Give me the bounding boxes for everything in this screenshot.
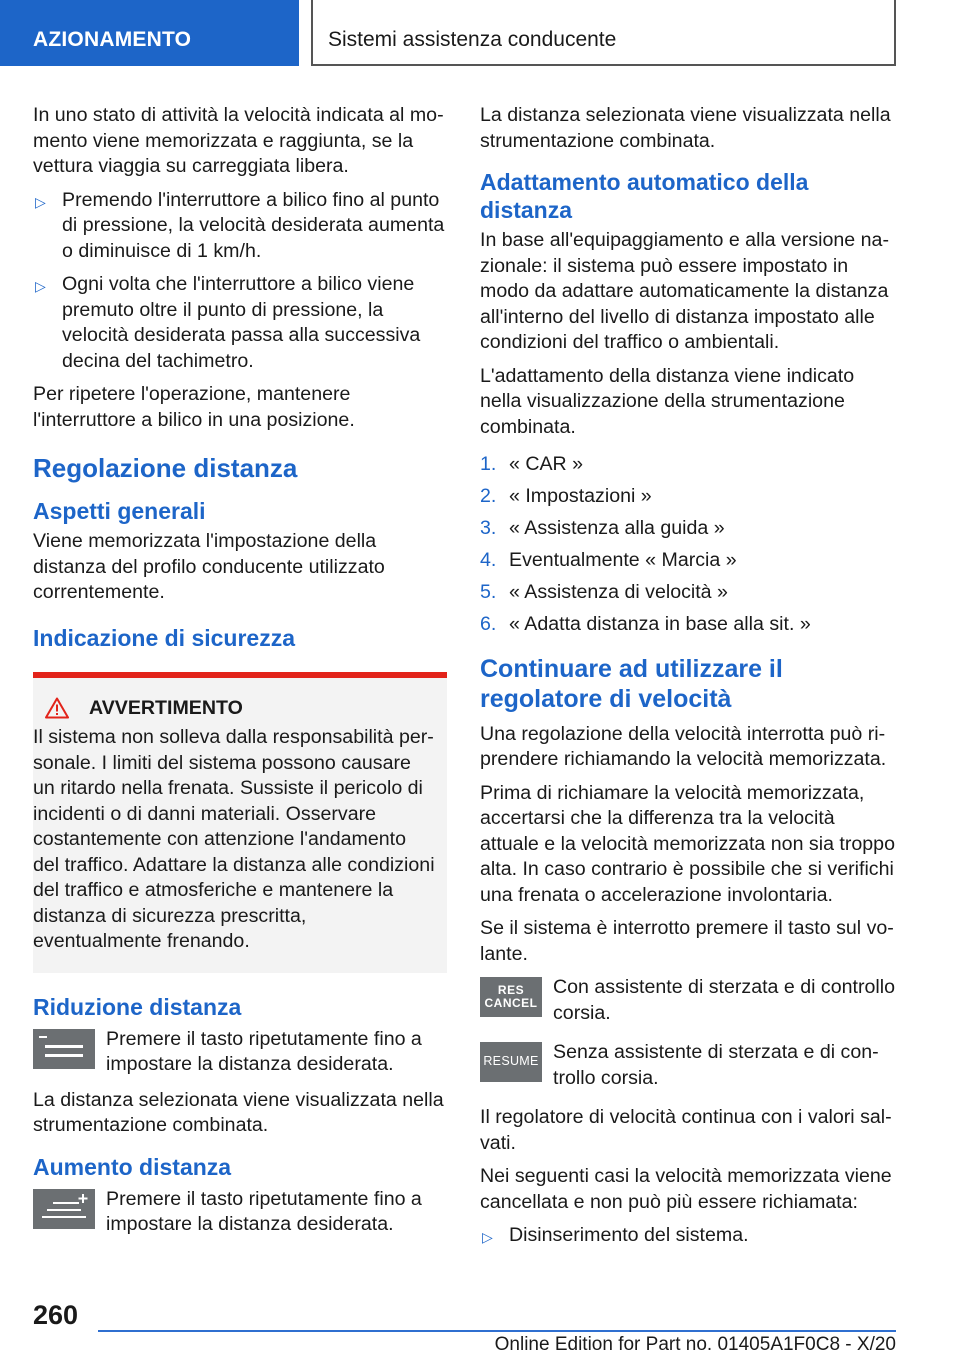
triangle-bullet-icon: ▷ xyxy=(35,193,46,210)
list-item: 1. « CAR » xyxy=(480,453,584,475)
aspetti-paragraph: Viene memorizzata l'impostazione della distanza del profilo conducente utilizzato correntemente. xyxy=(33,530,385,603)
resume-button-icon: RESUME xyxy=(480,1042,542,1082)
heading-regolazione: Regolazione distanza xyxy=(33,453,298,483)
res-cancel-button-icon: RES CANCEL xyxy=(480,977,542,1017)
heading-sicurezza: Indicazione di sicurezza xyxy=(33,624,296,651)
bullet-list xyxy=(480,1223,896,1249)
continuare-paragraph-5: Nei seguenti casi la velocità memorizzata viene cancellata e non può più essere richiamata: xyxy=(480,1165,892,1213)
riduzione-button-row xyxy=(33,1027,447,1078)
list-item: 3. « Assistenza alla guida » xyxy=(480,517,725,539)
distance-decrease-button-icon xyxy=(33,1029,95,1069)
heading-adattamento: Adattamento automatico della distanza xyxy=(480,169,809,223)
triangle-bullet-icon: ▷ xyxy=(482,1229,493,1245)
resume-row xyxy=(480,1040,896,1091)
warning-triangle-icon xyxy=(45,697,69,719)
res-cancel-text: Con assistente di sterzata e di controllo corsia. xyxy=(553,976,895,1024)
footer-edition: Online Edition for Part no. 01405A1F0C8 - X/20 xyxy=(494,1334,896,1355)
heading-continuare: Continuare ad utilizzare il regolatore di velocità xyxy=(480,654,783,713)
left-column xyxy=(33,103,447,1248)
list-item: ▷ Disinserimento del sistema. xyxy=(480,1223,896,1249)
right-top-paragraph: La distanza selezionata viene visualizzata nella strumentazione combinata. xyxy=(480,104,891,152)
list-item: 6. « Adatta distanza in base alla sit. » xyxy=(480,613,811,635)
riduzione-text: Premere il tasto ripetutamente fino a impostare la distanza desiderata. xyxy=(106,1027,422,1075)
distance-increase-button-icon xyxy=(33,1189,95,1229)
list-item: 4. Eventualmente « Marcia » xyxy=(480,549,737,571)
chapter-title: Sistemi assistenza conducente xyxy=(311,0,896,66)
heading-aspetti: Aspetti generali xyxy=(33,498,206,524)
res-cancel-row xyxy=(480,975,896,1026)
list-item: 2. « Impostazioni » xyxy=(480,485,652,507)
steps-list xyxy=(480,452,896,638)
page-number: 260 xyxy=(33,1300,79,1330)
list-item: ▷ Premendo l'interruttore a bilico fino al punto di pressione, la velocità desiderata aumenta o diminuisce di 1 km/h. xyxy=(35,188,445,262)
heading-aumento: Aumento distanza xyxy=(33,1153,232,1180)
aumento-text: Premere il tasto ripetutamente fino a impostare la distanza desiderata. xyxy=(106,1187,422,1235)
continuare-paragraph-3: Se il sistema è interrotto premere il tasto sul volante. xyxy=(480,917,894,965)
list-item: ▷ Ogni volta che l'interruttore a bilico viene premuto oltre il punto di pressione, la velocità desiderata passa alla successiva decina del tachimetro. xyxy=(35,273,421,372)
heading-riduzione: Riduzione distanza xyxy=(33,993,242,1020)
warning-box xyxy=(33,672,447,973)
repeat-paragraph: Per ripetere l'operazione, mantenere l'interruttore a bilico in una posizione. xyxy=(33,383,355,431)
right-column xyxy=(480,103,896,1257)
riduzione-note: La distanza selezionata viene visualizzata nella strumentazione combinata. xyxy=(33,1088,444,1136)
continuare-paragraph-4: Il regolatore di velocità continua con i valori salvati. xyxy=(480,1106,892,1154)
aumento-button-row xyxy=(33,1187,447,1238)
warning-text: Il sistema non solleva dalla responsabilità personale. I limiti del sistema possono causare un ritardo nella frenata. Sussiste il pericolo di incidenti o di danni materiali. Osservare costantemente con attenzione l'andamento del traffico. Adattare la distanza alle condizioni del traffico e atmosferiche e mantenere la distanza di sicurezza prescritta, eventualmente frenando. xyxy=(33,726,435,952)
continuare-paragraph-2: Prima di richiamare la velocità memorizzata, accertarsi che la differenza tra la velocità attuale e la velocità memorizzata non sia troppo alta. In caso contrario è possibile che si verifichi una frenata o accelerazione involontaria. xyxy=(480,781,895,906)
warning-title: AVVERTIMENTO xyxy=(89,696,243,719)
continuare-paragraph-1: Una regolazione della velocità interrotta può riprendere richiamando la velocità memorizzata. xyxy=(480,722,887,770)
section-tab: AZIONAMENTO xyxy=(0,0,299,66)
adattamento-paragraph-2: L'adattamento della distanza viene indicato nella visualizzazione della strumentazione combinata. xyxy=(480,364,855,438)
footer-divider xyxy=(98,1330,896,1332)
adattamento-paragraph-1: In base all'equipaggiamento e alla versione nazionale: il sistema può essere impostato in modo da adattare automaticamente la distanza all'interno del livello di distanza impostato alle condizioni del traffico o ambientali. xyxy=(480,229,889,353)
bullet-list xyxy=(33,188,447,375)
list-item: 5. « Assistenza di velocità » xyxy=(480,581,728,603)
resume-text: Senza assistente di sterzata e di controllo corsia. xyxy=(553,1041,879,1089)
triangle-bullet-icon: ▷ xyxy=(35,278,46,294)
intro-paragraph: In uno stato di attività la velocità indicata al momento viene memorizzata e raggiunta, se la vettura viaggia su carreggiata libera. xyxy=(33,104,444,177)
